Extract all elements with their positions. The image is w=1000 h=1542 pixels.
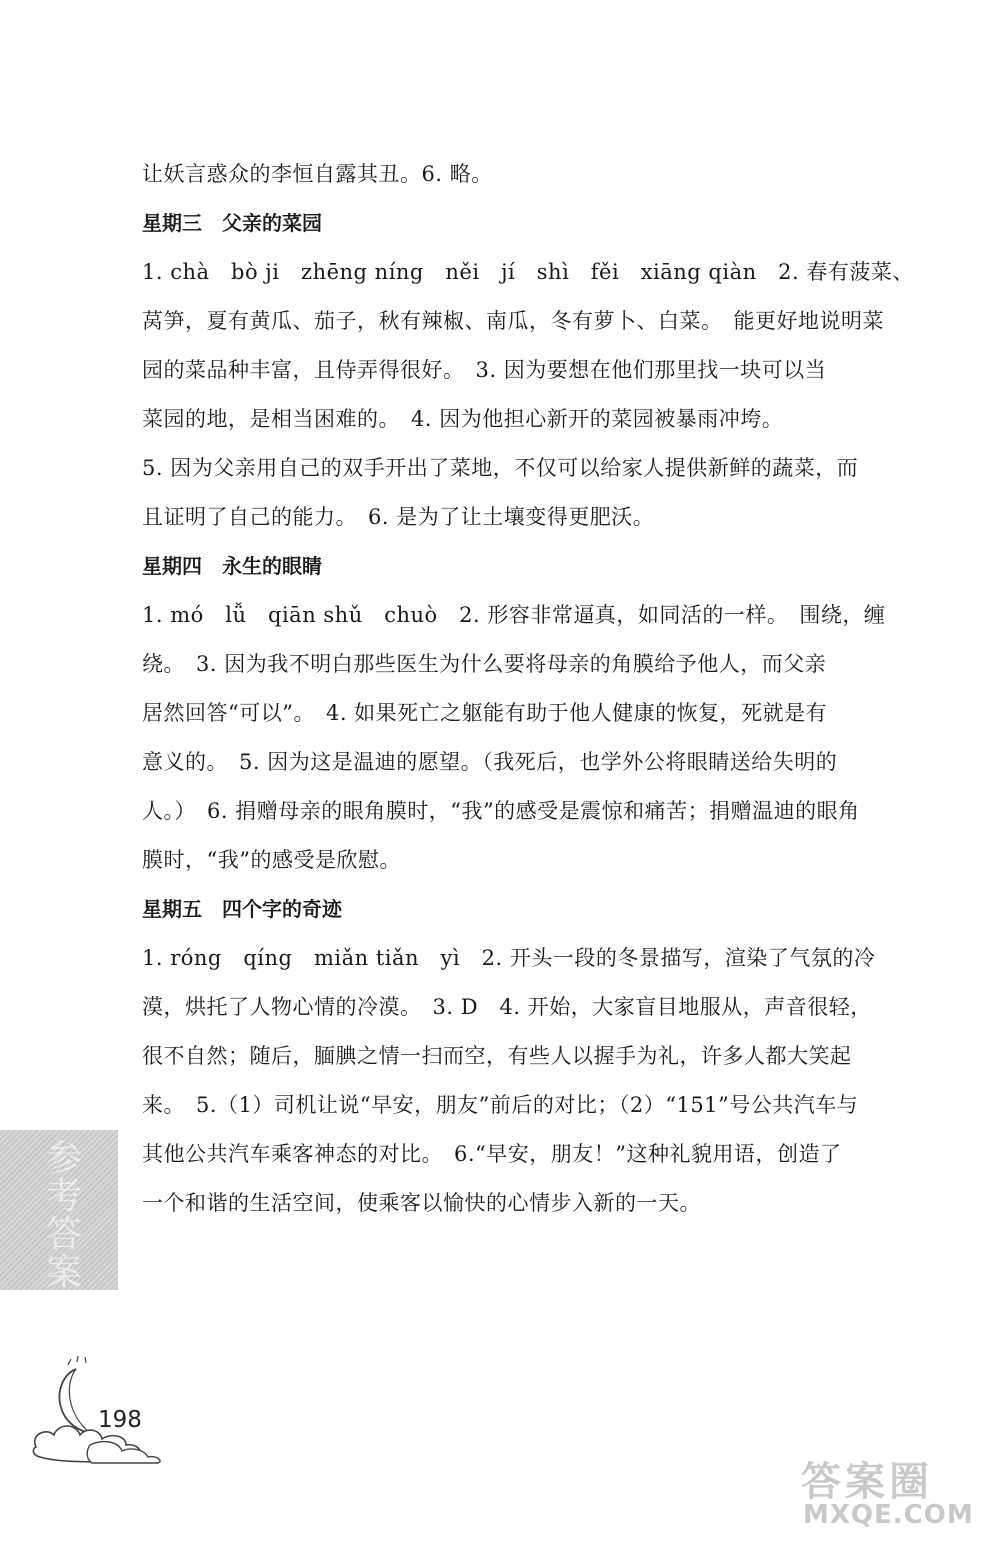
page-number-decoration xyxy=(30,1355,170,1465)
answer-line: 人。） 6. 捐赠母亲的眼角膜时，“我”的感受是震惊和痛苦；捐赠温迪的眼角 xyxy=(142,799,860,823)
section-heading: 星期五 四个字的奇迹 xyxy=(142,897,342,921)
answer-line: 园的菜品种丰富，且侍弄得很好。 3. 因为要想在他们那里找一块可以当 xyxy=(142,358,827,382)
answer-line: 居然回答“可以”。 4. 如果死亡之躯能有助于他人健康的恢复，死就是有 xyxy=(142,701,828,725)
answer-line: 膜时，“我”的感受是欣慰。 xyxy=(142,848,401,872)
watermark-logo: 答案圈 xyxy=(801,1459,933,1505)
answer-line: 1. chà bò ji zhēng níng něi jí shì fěi xiāng qiàn 2. 春有菠菜、 xyxy=(142,260,914,284)
answer-line: 5. 因为父亲用自己的双手开出了菜地，不仅可以给家人提供新鲜的蔬菜，而 xyxy=(142,456,859,480)
answer-line: 很不自然；随后，腼腆之情一扫而空，有些人以握手为礼，许多人都大笑起 xyxy=(142,1044,852,1068)
watermark-site: MXQE.COM xyxy=(803,1500,974,1530)
answer-line: 让妖言惑众的李恒自露其丑。6. 略。 xyxy=(142,162,493,186)
answer-line: 来。 5.（1）司机让说“早安，朋友”前后的对比；（2）“151”号公共汽车与 xyxy=(142,1093,859,1117)
answer-line: 1. mó lǚ qiān shǔ chuò 2. 形容非常逼真，如同活的一样。 围绕，缠 xyxy=(142,603,886,627)
answer-line: 其他公共汽车乘客神态的对比。 6.“早安，朋友！”这种礼貌用语，创造了 xyxy=(142,1142,842,1166)
answer-line: 菜园的地，是相当困难的。 4. 因为他担心新开的菜园被暴雨冲垮。 xyxy=(142,407,784,431)
section-heading: 星期三 父亲的菜园 xyxy=(142,211,322,235)
answer-line: 绕。 3. 因为我不明白那些医生为什么要将母亲的角膜给予他人，而父亲 xyxy=(142,652,827,676)
answer-content xyxy=(142,150,914,1228)
side-tab-label: 参考答案 xyxy=(46,1138,85,1290)
section-heading: 星期四 永生的眼睛 xyxy=(142,554,322,578)
answer-line: 一个和谐的生活空间，使乘客以愉快的心情步入新的一天。 xyxy=(142,1191,701,1215)
answer-line: 漠，烘托了人物心情的冷漠。 3. D 4. 开始，大家盲目地服从，声音很轻， xyxy=(142,995,872,1019)
site-watermark xyxy=(795,1450,995,1535)
answer-line: 意义的。 5. 因为这是温迪的愿望。（我死后，也学外公将眼睛送给失明的 xyxy=(142,750,838,774)
answer-line: 1. róng qíng miǎn tiǎn yì 2. 开头一段的冬景描写，渲染了气氛的冷 xyxy=(142,946,876,970)
page-number: 198 xyxy=(98,1407,142,1433)
answer-line: 莴笋，夏有黄瓜、茄子，秋有辣椒、南瓜，冬有萝卜、白菜。 能更好地说明菜 xyxy=(142,309,884,333)
answer-key-side-tab xyxy=(0,1130,118,1290)
answer-line: 且证明了自己的能力。 6. 是为了让土壤变得更肥沃。 xyxy=(142,505,655,529)
